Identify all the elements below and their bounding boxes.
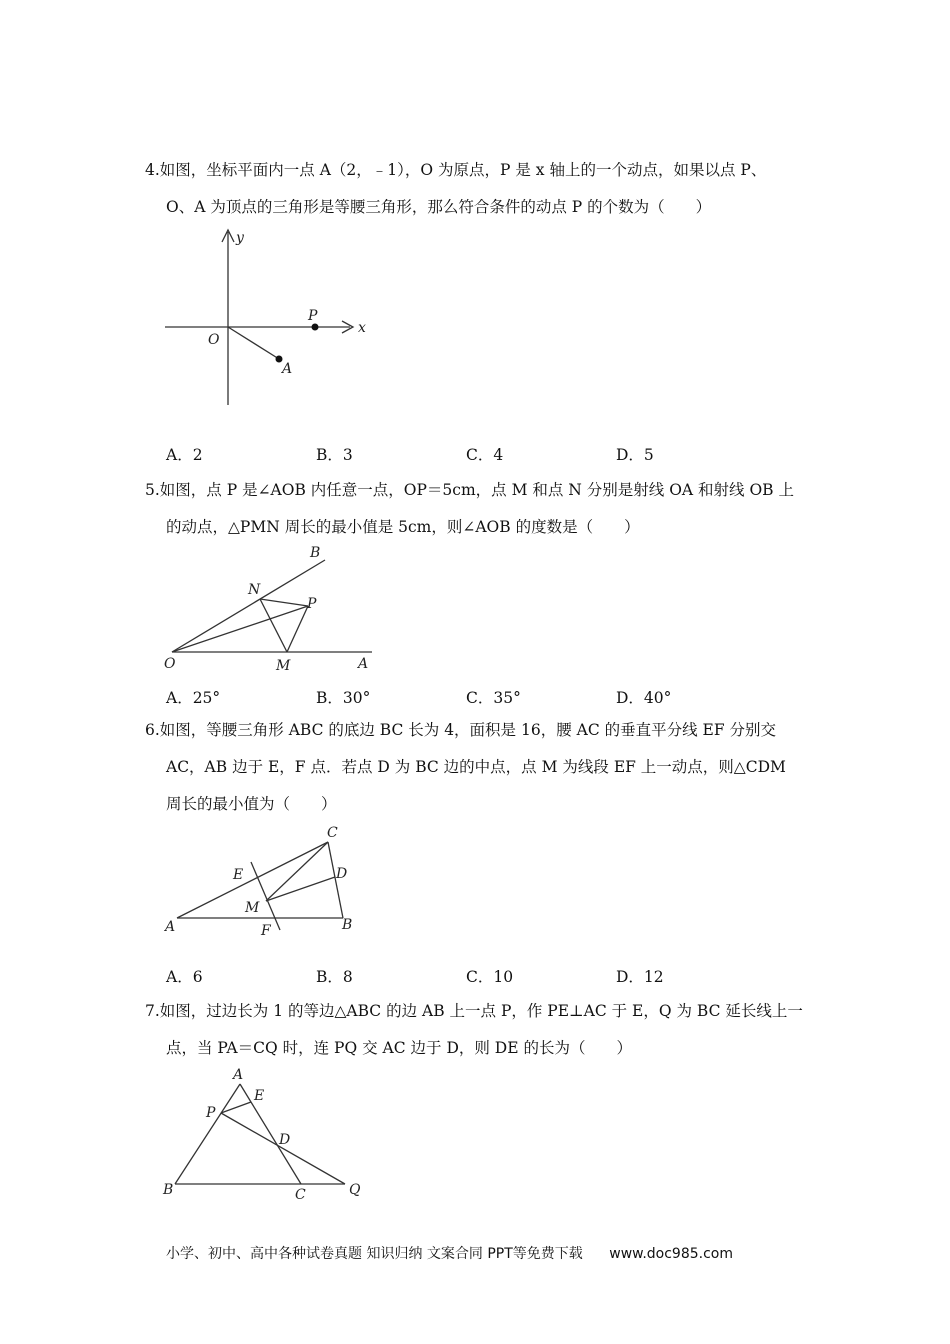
question-6-line-3: 周长的最小值为（ ）: [166, 795, 337, 813]
question-6-line-2: AC，AB 边于 E，F 点．若点 D 为 BC 边的中点，点 M 为线段 EF 上一动点，则△CDM: [166, 758, 786, 776]
question-7-line-2: 点，当 PA＝CQ 时，连 PQ 交 AC 边于 D，则 DE 的长为（ ）: [166, 1039, 632, 1057]
label-a: A: [358, 656, 369, 672]
figure-q6-triangle: [155, 820, 375, 945]
label-p: P: [308, 308, 318, 324]
label-q: Q: [349, 1182, 361, 1198]
option-c[interactable]: C．4: [466, 446, 504, 464]
footer-text: 小学、初中、高中各种试卷真题 知识归纳 文案合同 PPT等免费下载: [166, 1246, 583, 1262]
segment-nm: [260, 599, 287, 652]
question-6: [145, 712, 815, 823]
question-7: [145, 993, 815, 1067]
label-d: D: [336, 866, 348, 882]
label-e: E: [233, 867, 244, 883]
segment-md: [266, 877, 335, 901]
option-b[interactable]: B．30°: [316, 689, 371, 707]
segment-op: [172, 606, 308, 652]
label-d: D: [279, 1132, 291, 1148]
label-x: x: [358, 320, 366, 336]
question-6-options: [166, 965, 766, 987]
question-5-options: [166, 686, 766, 708]
page-footer: [166, 1243, 733, 1263]
line-ef: [251, 862, 280, 930]
label-m: M: [245, 900, 260, 916]
option-b[interactable]: B．3: [316, 446, 353, 464]
option-d[interactable]: D．5: [616, 446, 654, 464]
label-a: A: [282, 361, 293, 377]
label-c: C: [295, 1187, 306, 1203]
label-a: A: [233, 1067, 244, 1083]
label-b: B: [310, 545, 321, 561]
segment-mc: [266, 842, 328, 901]
option-b[interactable]: B．8: [316, 968, 353, 986]
label-n: N: [248, 582, 261, 598]
label-a: A: [165, 919, 176, 935]
option-a[interactable]: A．6: [166, 968, 203, 986]
option-d[interactable]: D．12: [616, 968, 664, 986]
footer-url-link[interactable]: www.doc985.com: [609, 1246, 733, 1262]
label-e: E: [254, 1088, 265, 1104]
question-7-line-1: 7.如图，过边长为 1 的等边△ABC 的边 AB 上一点 P，作 PE⊥AC 于 E，Q 为 BC 延长线上一: [145, 1002, 803, 1020]
ray-ob: [172, 560, 325, 652]
label-m: M: [276, 658, 291, 674]
question-5-line-2: 的动点，△PMN 周长的最小值是 5cm，则∠AOB 的度数是（ ）: [166, 518, 640, 536]
side-ab: [175, 1084, 240, 1184]
question-4-options: [166, 443, 766, 465]
question-4-line-2: O、A 为顶点的三角形是等腰三角形，那么符合条件的动点 P 的个数为（ ）: [166, 198, 712, 216]
label-b: B: [342, 917, 353, 933]
label-c: C: [327, 825, 338, 841]
figure-q5-angle: [150, 542, 390, 674]
option-d[interactable]: D．40°: [616, 689, 672, 707]
segment-pq: [221, 1113, 345, 1184]
question-5-line-1: 5.如图，点 P 是∠AOB 内任意一点，OP＝5cm，点 M 和点 N 分别是射线 OA 和射线 OB 上: [145, 481, 795, 499]
label-o: O: [208, 332, 220, 348]
option-a[interactable]: A．2: [166, 446, 203, 464]
segment-oa: [228, 327, 279, 359]
question-4-line-1: 4.如图，坐标平面内一点 A（2，﹣1），O 为原点，P 是 x 轴上的一个动点，如果以点 P、: [145, 161, 767, 179]
segment-mp: [287, 606, 308, 652]
question-6-line-1: 6.如图，等腰三角形 ABC 的底边 BC 长为 4，面积是 16，腰 AC 的垂直平分线 EF 分别交: [145, 721, 777, 739]
figure-q4-coordinate-plane: [150, 222, 380, 412]
label-o: O: [164, 656, 176, 672]
label-y: y: [236, 230, 244, 246]
label-f: F: [261, 923, 271, 939]
option-c[interactable]: C．35°: [466, 689, 521, 707]
point-p: [312, 324, 319, 331]
label-b: B: [163, 1182, 174, 1198]
figure-q7-equilateral-triangle: [155, 1064, 385, 1209]
option-a[interactable]: A．25°: [166, 689, 221, 707]
side-ac: [240, 1084, 301, 1184]
label-p: P: [307, 596, 317, 612]
option-c[interactable]: C．10: [466, 968, 514, 986]
question-4: [145, 152, 815, 226]
segment-np: [260, 599, 308, 606]
label-p: P: [206, 1105, 216, 1121]
question-5: [145, 472, 815, 546]
